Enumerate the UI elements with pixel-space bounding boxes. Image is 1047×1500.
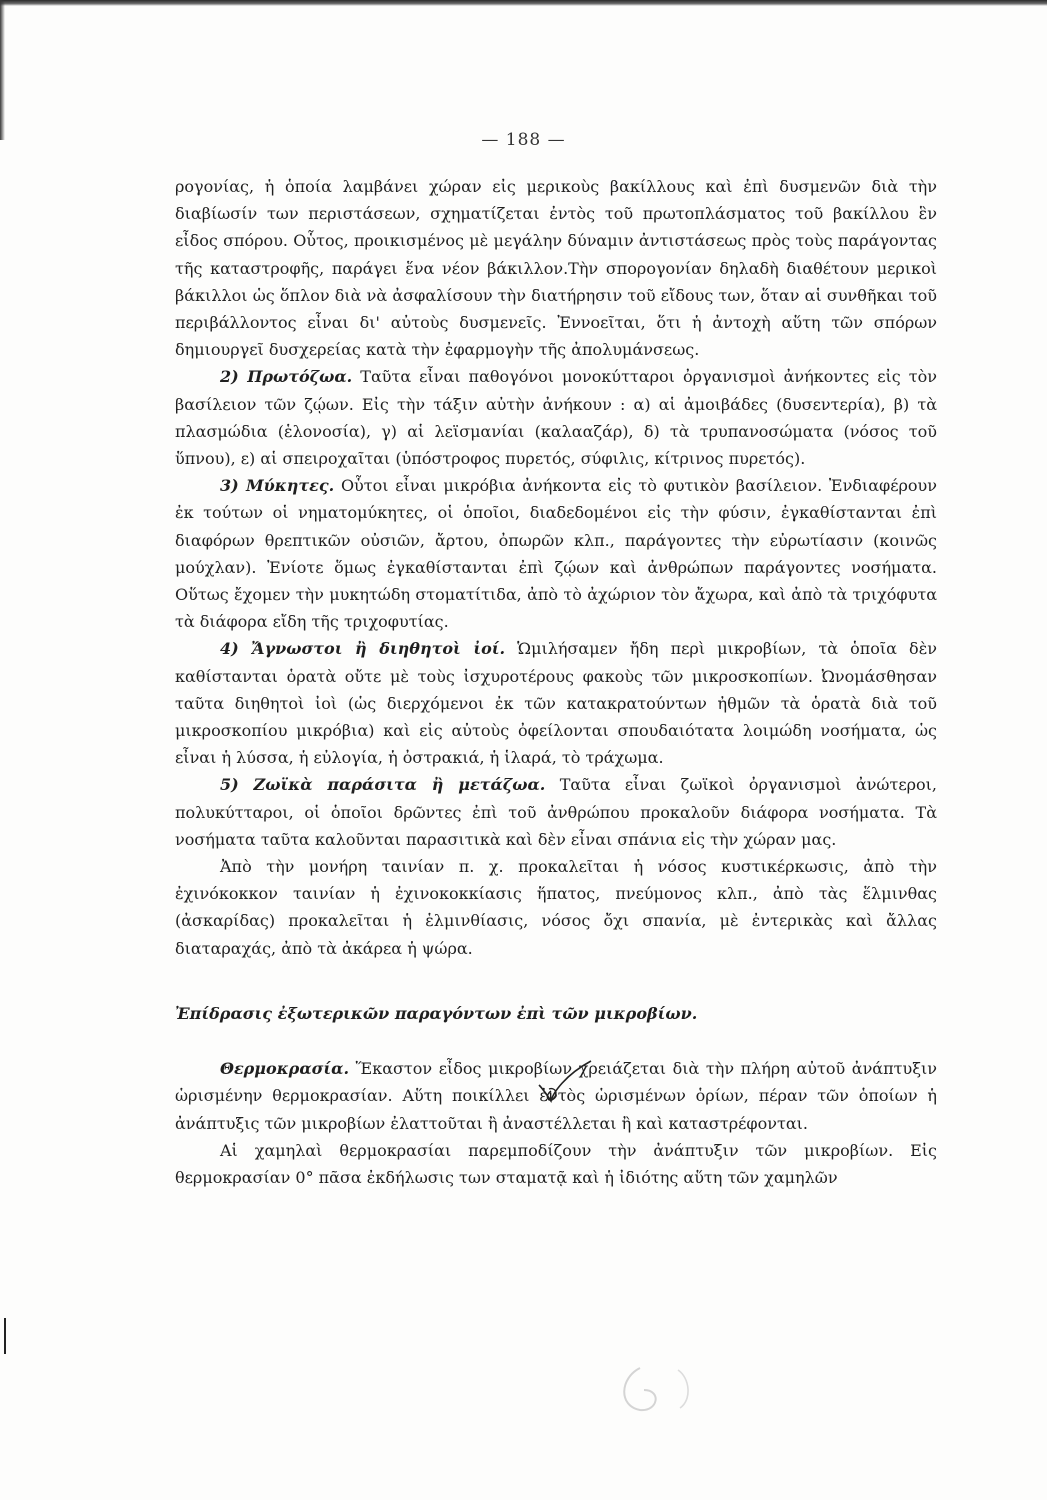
section-heading: Ἐπίδρασις ἐξωτερικῶν παραγόντων ἐπὶ τῶν μικροβίων. <box>175 1003 698 1023</box>
paragraph-protozoa <box>175 363 937 472</box>
paragraph-parasitic-diseases: Ἀπὸ τὴν μονήρη ταινίαν π. χ. προκαλεῖται ἡ νόσος κυστικέρκωσις, ἀπὸ τὴν ἐχινόκοκκον ταινίαν ἡ ἐχινοκοκκίασις ἥπατος, πνεύμονος κλπ., ἀπὸ τὰς ἕλμινθας (ἀσκαρίδας) προκαλεῖται ἡ ἑλμινθίασις, νόσος ὄχι σπανία, μὲ ἐντερικὰς καὶ ἄλλας διαταραχάς, ἀπὸ τὰ ἀκάρεα ἡ ψώρα. <box>175 857 937 958</box>
term-parasites: 5) Ζωϊκὰ παράσιτα ἢ μετάζωα. <box>220 775 546 795</box>
term-temperature: Θερμοκρασία. <box>220 1059 350 1079</box>
paragraph-protozoa-text: Ταῦτα εἶναι παθογόνοι μονοκύτταροι ὀργανισμοὶ ἀνήκοντες εἰς τὸν βασίλειον τῶν ζῴων. Εἰς τὴν τάξιν αὐτὴν ἀνήκουν : α) αἱ ἀμοιβάδες (δυσεντερία), β) τὰ πλασμώδια (ἑλονοσία), γ) αἱ λεϊσμανίαι (καλααζάρ), δ) τὰ τρυπανοσώματα (νόσος τοῦ ὕπνου), ε) αἱ σπειροχαῖται (ὑπόστροφος πυρετός, σύφιλις, κίτρινος πυρετός). <box>175 367 938 469</box>
paragraph-parasites-text: Ταῦτα εἶναι ζωϊκοὶ ὀργανισμοὶ ἀνώτεροι, πολυκύτταροι, οἱ ὁποῖοι δρῶντες ἐπὶ τοῦ ἀνθρώπου προκαλοῦν διάφορα νοσήματα. Τὰ νοσήματα ταῦτα καλοῦνται παρασιτικὰ καὶ δὲν εἶναι σπάνια εἰς τὴν χώραν μας. <box>175 775 938 849</box>
body-text <box>175 173 937 1191</box>
term-fungi: 3) Μύκητες. <box>220 476 335 496</box>
paragraph-fungi-text: Οὗτοι εἶναι μικρόβια ἀνήκοντα εἰς τὸ φυτικὸν βασίλειον. Ἐνδιαφέρουν ἐκ τούτων οἱ νηματομύκητες, οἱ ὁποῖοι, διαδεδομένοι εἰς τὴν φύσιν, ἐγκαθίστανται ἐπὶ διαφόρων θρεπτικῶν οὐσιῶν, ἄρτου, ὀπωρῶν κλπ., παράγοντες τὴν εὐρωτίασιν (κοινῶς μούχλαν). Ἐνίοτε ὅμως ἐγκαθίστανται ἐπὶ ζῴων καὶ ἀνθρώπων παράγοντες νοσήματα. Οὕτως ἔχομεν τὴν μυκητώδη στοματίτιδα, ἀπὸ τὸ ἀχώριον τὸν ἄχωρα, καὶ ἀπὸ τὰ τριχόφυτα τὰ διάφορα εἴδη τῆς τριχοφυτίας. <box>175 476 937 632</box>
scan-top-edge <box>0 0 1047 6</box>
scan-margin-mark <box>4 1318 6 1354</box>
term-viruses: 4) Ἄγνωστοι ἢ διηθητοὶ ἰοί. <box>220 639 506 659</box>
term-protozoa: 2) Πρωτόζωα. <box>220 367 353 387</box>
paragraph-parasites <box>175 771 937 853</box>
paragraph-low-temperatures: Αἱ χαμηλαὶ θερμοκρασίαι παρεμποδίζουν τὴν ἀνάπτυξιν τῶν μικροβίων. Εἰς θερμοκρασίαν 0° πᾶσα ἐκδήλωσις των σταματᾷ καὶ ἡ ἰδιότης αὕτη τῶν χαμηλῶν <box>175 1140 937 1187</box>
paragraph-viruses-text: Ὡμιλήσαμεν ἤδη περὶ μικροβίων, τὰ ὁποῖα δὲν καθίστανται ὁρατὰ οὔτε μὲ τοὺς ἰσχυροτέρους φακοὺς τῶν μικροσκοπίων. Ὠνομάσθησαν ταῦτα διηθητοὶ ἰοὶ (ὡς διερχόμενοι ἐκ τῶν κατακρατούντων ἠθμῶν τὰ ὁρατὰ διὰ τοῦ μικροσκοπίου μικρόβια) καὶ εἰς αὐτοὺς ὀφείλονται σπουδαιότατα λοιμώδη νοσήματα, ὡς εἶναι ἡ λύσσα, ἡ εὐλογία, ἡ ὀστρακιά, ἡ ἱλαρά, τὸ τράχωμα. <box>175 639 938 768</box>
scan-left-edge <box>0 0 5 140</box>
handwritten-check-mark <box>535 1057 595 1107</box>
faint-pencil-mark <box>600 1360 710 1420</box>
paragraph-sporogony: ρογονίας, ἡ ὁποία λαμβάνει χώραν εἰς μερικοὺς βακίλλους καὶ ἐπὶ δυσμενῶν διὰ τὴν διαβίωσίν των περιστάσεων, σχηματίζεται ἐντὸς τοῦ πρωτοπλάσματος τοῦ βακίλλου ἓν εἶδος σπόρου. Οὗτος, προικισμένος μὲ μεγάλην δύναμιν ἀντιστάσεως πρὸς τοὺς παράγοντας τῆς καταστροφῆς, παράγει ἕνα νέον βάκιλλον.Τὴν σπορογονίαν δηλαδὴ διαθέτουν μερικοὶ βάκιλλοι ὡς ὅπλον διὰ νὰ ἀσφαλίσουν τὴν διατήρησιν τοῦ εἴδους των, ὅταν αἱ συνθῆκαι τοῦ περιβάλλοντος εἶναι δι' αὐτοὺς δυσμενεῖς. Ἐννοεῖται, ὅτι ἡ ἀντοχὴ αὕτη τῶν σπόρων δημιουργεῖ δυσχερείας κατὰ τὴν ἐφαρμογὴν τῆς ἀπολυμάνσεως. <box>175 177 937 360</box>
paragraph-viruses <box>175 635 937 771</box>
page-number: — 188 — <box>481 130 566 150</box>
paragraph-fungi <box>175 472 937 635</box>
paragraph-temperature-text: Ἕκαστον εἶδος μικροβίων χρειάζεται διὰ τὴν πλήρη αὐτοῦ ἀνάπτυξιν ὡρισμένην θερμοκρασίαν. Αὕτη ποικίλλει ἐντὸς ὡρισμένων ὁρίων, πέραν τῶν ὁποίων ἡ ἀνάπτυξις τῶν μικροβίων ἐλαττοῦται ἢ ἀναστέλλεται ἢ καὶ καταστρέφονται. <box>175 1059 937 1133</box>
